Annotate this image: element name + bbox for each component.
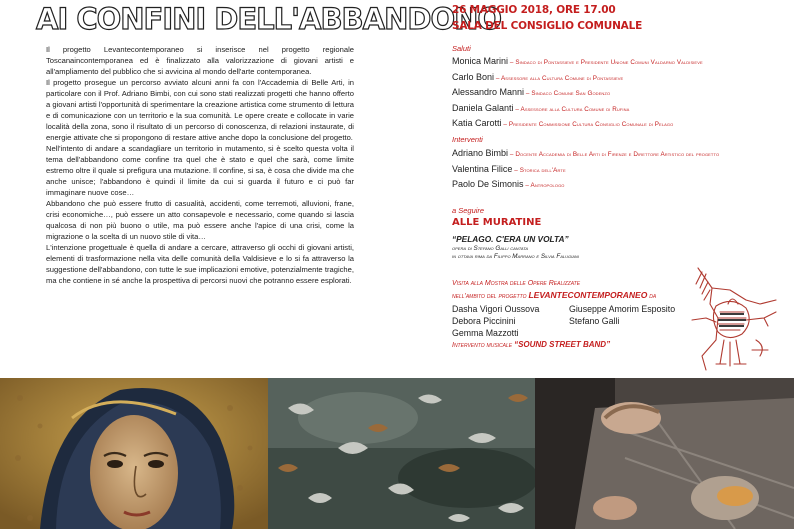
interventi-list: [452, 146, 782, 193]
project-name: LEVANTECONTEMPORANEO: [528, 290, 648, 300]
muratine-heading: ALLE MURATINE: [452, 217, 542, 228]
artist-name: Giuseppe Amorim Esposito: [569, 304, 676, 314]
speaker-name: Valentina Filice: [452, 163, 513, 174]
speaker-name: Carlo Boni: [452, 71, 495, 82]
speaker-row: Valentina Filice – Storica dell'Arte: [452, 163, 566, 174]
speaker-name: Katia Carotti: [452, 118, 502, 128]
painting-hands-image: [535, 378, 794, 529]
event-date: 26 MAGGIO 2018, ORE 17.00: [452, 4, 616, 16]
madonna-painting-image: [0, 378, 268, 529]
speaker-row: Katia Carotti – Presidente Commissione Cultura Consiglio Comunale di Pelago: [452, 118, 674, 128]
paragraph: Il progetto prosegue un percorso avviato alcuni anni fa con l'Accademia di Belle Arti, in particolare con il Prof. Adriano Bimbi, con cui sono stati realizzati progetti che hanno offerto a giovani artisti l'opportunità di sperimentare la creazione artistica come strumento di lettura e di comunicazione con un territorio e la sua comunità. Le opere create e collocate in varie località della zona, sono il risultato di un percorso di conoscenza, di relazioni instaurate, di energie attivate che si propongono di restare attive anche dopo la conclusione del progetto.: [46, 78, 354, 142]
event-venue: SALA DEL CONSIGLIO COMUNALE: [452, 20, 643, 32]
speaker-row: Carlo Boni – Assessore alla Cultura Comune di Pontassieve: [452, 71, 624, 82]
artist-name: Dasha Vigori Oussova: [452, 304, 540, 314]
speaker-role: Presidente Commissione Cultura Consiglio Comunale di Pelago: [508, 121, 674, 128]
speaker-name: Adriano Bimbi: [452, 148, 509, 158]
music-band: “SOUND STREET BAND”: [514, 340, 611, 349]
saluti-label: Saluti: [452, 44, 471, 53]
performance-credit: opera di Stefano Galli cantata: [452, 245, 529, 252]
a-seguire-label: a Seguire: [452, 206, 485, 215]
speaker-role: Docente Accademia di Belle Arti di Firenze e Direttore Artistico del progetto: [515, 151, 720, 158]
project-line: [452, 290, 656, 300]
paragraph: Nell'intento di andare a scandagliare un territorio in mutamento, si è scelto questa volta il tema dell'abbandono come confine tra quel che è stato e quel che sarà, come limite estremo oltre il quale si prefigura una mutazione. Il confine, si sa, è cosa che divide ma che anche unisce; l'abbandono è quindi il limite da cui si guarda il futuro e ci può far immaginare nuove cose…: [46, 144, 354, 197]
speaker-row: Monica Marini – Sindaco di Pontassieve e Presidente Unione Comuni Valdarno Valdisieve: [452, 56, 703, 66]
performance-credit: in ottava rima da Filippo Marrano e Silvia Falugiani: [452, 253, 579, 260]
speaker-row: Paolo De Simonis – Antropologo: [452, 179, 565, 189]
saluti-list: [452, 54, 782, 132]
artist-name: Gemma Mazzotti: [452, 328, 519, 338]
music-prefix: Intervento musicale: [452, 342, 513, 349]
music-line: [452, 340, 610, 349]
intro-text: [46, 44, 354, 286]
speaker-role: Antropologo: [530, 182, 565, 189]
artist-name: Debora Piccinini: [452, 316, 516, 326]
paragraph: Abbandono che può essere frutto di casualità, accidenti, come terremoti, alluvioni, frane, crisi economiche…, può essere un atto consapevole e necessario, come quando si lascia qualcosa di non più buono o utile, ma può essere anche l'apice di una crisi, come la migrazione o la scelta di un nuovo stile di vita…: [46, 199, 354, 241]
speaker-role: Sindaco di Pontassieve e Presidente Unione Comuni Valdarno Valdisieve: [515, 59, 703, 66]
speaker-row: Adriano Bimbi – Docente Accademia di Belle Arti di Firenze e Direttore Artistico del progetto: [452, 148, 720, 158]
speaker-row: Daniela Galanti – Assessore alla Cultura Comune di Rufina: [452, 102, 630, 113]
project-suffix: da: [649, 293, 657, 300]
exhibition-label: Visita alla Mostra delle Opere Realizzate: [452, 280, 581, 287]
speaker-role: Sindaco Comune San Godenzo: [531, 90, 611, 97]
paragraph: L'intenzione progettuale è quella di andare a cercare, attraverso gli occhi di giovani artisti, elementi di trasformazione nella vita delle comunità della Valdisieve e lo si fa attraverso la suggestione dell'abbandono, con tutte le sue implicazioni emotive, potenzialmente tragiche, ma che contiene in sé anche la prospettiva di percorsi nuovi che potranno essere esplorati.: [46, 243, 354, 285]
paragraph: Il progetto Levantecontemporaneo si inserisce nel progetto regionale Toscanaincontemporanea ed è finalizzato alla valorizzazione di giovani artisti e all'ampliamento del pubblico che si avvicina al mondo dell'arte contemporanea.: [46, 45, 354, 76]
photo-strip: [0, 378, 794, 529]
interventi-label: Interventi: [452, 135, 483, 144]
speaker-name: Monica Marini: [452, 56, 509, 66]
speaker-name: Alessandro Manni: [452, 87, 525, 97]
sketch-illustration: [672, 260, 788, 376]
performance-title: “PELAGO. C'ERA UN VOLTA”: [452, 234, 569, 244]
speaker-name: Paolo De Simonis: [452, 179, 524, 189]
speaker-role: Assessore alla Cultura Comune di Rufina: [520, 105, 630, 113]
speaker-name: Daniela Galanti: [452, 102, 514, 113]
leaves-water-image: [268, 378, 535, 529]
page-title: AI CONFINI DELL'ABBANDONO: [36, 2, 502, 36]
artist-name: Stefano Galli: [569, 316, 620, 326]
project-prefix: nell'ambito del progetto: [452, 293, 527, 300]
speaker-row: Alessandro Manni – Sindaco Comune San Godenzo: [452, 87, 611, 97]
speaker-role: Assessore alla Cultura Comune di Pontassieve: [501, 74, 624, 82]
speaker-role: Storica dell'Arte: [519, 166, 566, 174]
